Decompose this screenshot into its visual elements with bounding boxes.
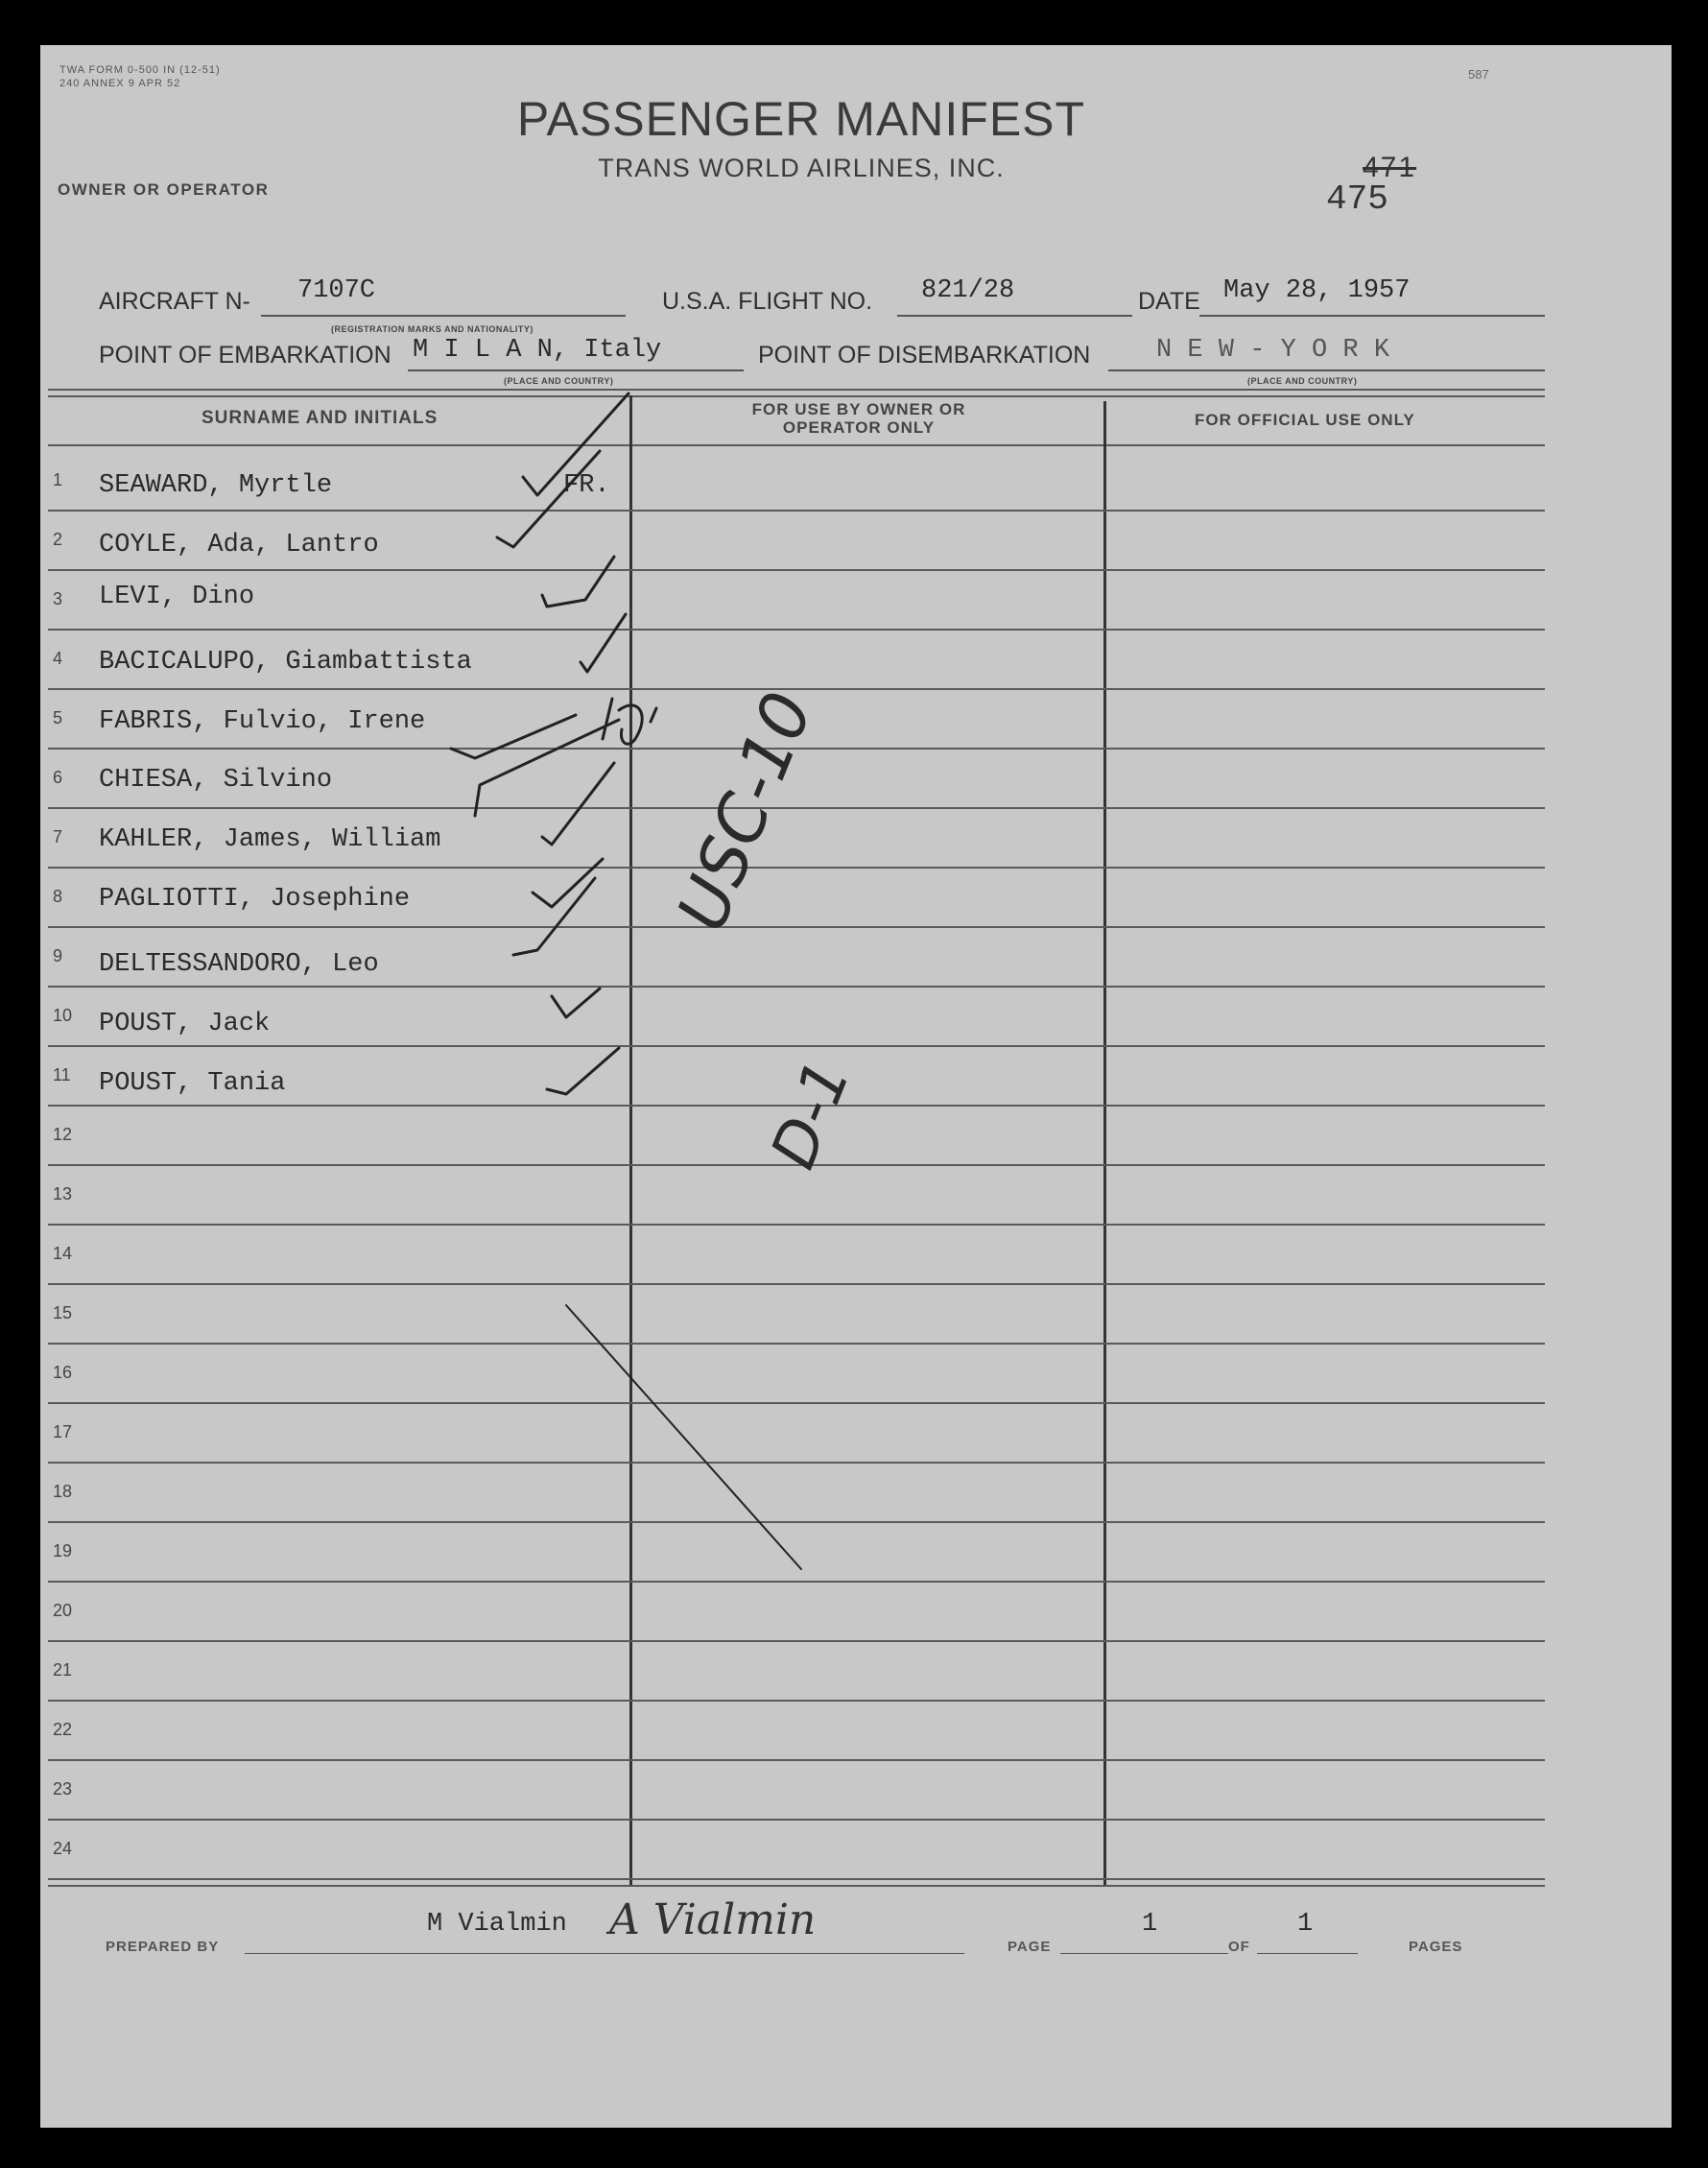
handwritten-mark <box>651 708 656 722</box>
handwritten-mark <box>619 705 642 744</box>
signature: A Vialmin <box>609 1895 817 1944</box>
passenger-name: CHIESA, Silvino <box>99 766 333 795</box>
row-number: 21 <box>53 1660 73 1680</box>
document-title: PASSENGER MANIFEST <box>516 92 1086 146</box>
check-mark <box>497 451 600 547</box>
passenger-name: POUST, Tania <box>99 1069 286 1098</box>
handwritten-d-1: D-1 <box>758 1051 865 1179</box>
passenger-name: LEVI, Dino <box>99 583 255 611</box>
passenger-name: COYLE, Ada, Lantro <box>99 531 379 560</box>
surname-column-header: SURNAME AND INITIALS <box>202 408 439 428</box>
aircraft-value: 7107C <box>297 276 376 305</box>
check-mark <box>552 989 600 1017</box>
row-number: 20 <box>53 1601 73 1620</box>
row-number: 1 <box>53 470 63 489</box>
passenger-name: DELTESSANDORO, Leo <box>99 950 379 979</box>
check-mark <box>451 715 576 758</box>
passenger-note: FR. <box>563 471 610 500</box>
row-number: 9 <box>53 946 63 965</box>
check-mark <box>475 720 619 816</box>
owner-use-column-header: FOR USE BY OWNER OR OPERATOR ONLY <box>751 400 966 437</box>
handwritten-usc-10: USC-10 <box>662 680 829 941</box>
row-number: 11 <box>53 1065 71 1084</box>
row-number: 13 <box>53 1184 73 1203</box>
flight-value: 821/28 <box>921 276 1015 305</box>
date-label: DATE <box>1138 288 1200 315</box>
row-number: 12 <box>53 1125 73 1144</box>
disembarkation-value: N E W - Y O R K <box>1156 336 1390 365</box>
check-mark <box>523 393 629 495</box>
row-number: 5 <box>53 708 63 727</box>
date-value: May 28, 1957 <box>1223 276 1411 305</box>
check-mark <box>547 1048 619 1094</box>
manifest-number: 475 <box>1326 179 1388 219</box>
struck-number: 471 <box>1363 152 1417 183</box>
check-mark <box>581 614 626 672</box>
passenger-name: FABRIS, Fulvio, Irene <box>99 707 426 736</box>
passenger-name: POUST, Jack <box>99 1010 271 1038</box>
check-mark <box>542 763 614 845</box>
row-number: 23 <box>53 1779 73 1799</box>
form-code-line1: TWA FORM 0-500 IN (12-51) <box>59 64 221 76</box>
passenger-name: PAGLIOTTI, Josephine <box>99 885 411 914</box>
embarkation-value: M I L A N, Italy <box>413 336 662 365</box>
row-number: 2 <box>53 530 63 549</box>
page-total: 1 <box>1297 1910 1314 1939</box>
prepared-by-label: PREPARED BY <box>106 1939 220 1955</box>
passenger-name: BACICALUPO, Giambattista <box>99 648 472 677</box>
airline-name: TRANS WORLD AIRLINES, INC. <box>598 154 1005 182</box>
row-number: 4 <box>53 649 63 668</box>
row-number: 19 <box>53 1541 73 1560</box>
row-number: 7 <box>53 827 63 846</box>
row-number: 10 <box>53 1006 73 1025</box>
row-number: 8 <box>53 887 63 906</box>
embarkation-label: POINT OF EMBARKATION <box>99 342 391 369</box>
passenger-name: KAHLER, James, William <box>99 825 441 854</box>
embarkation-caption: (PLACE AND COUNTRY) <box>504 376 614 386</box>
check-mark <box>542 557 614 607</box>
handwritten-mark <box>603 699 612 739</box>
row-number: 14 <box>53 1244 73 1263</box>
official-use-column-header: FOR OFFICIAL USE ONLY <box>1195 411 1415 429</box>
of-label: OF <box>1228 1939 1250 1955</box>
row-number: 24 <box>53 1839 73 1858</box>
corner-number: 587 <box>1468 67 1489 82</box>
pages-label: PAGES <box>1409 1939 1463 1955</box>
row-number: 22 <box>53 1720 73 1739</box>
disembarkation-caption: (PLACE AND COUNTRY) <box>1247 376 1358 386</box>
flight-label: U.S.A. FLIGHT NO. <box>662 288 873 315</box>
row-number: 3 <box>53 589 63 608</box>
aircraft-label: AIRCRAFT N- <box>99 288 250 315</box>
disembarkation-label: POINT OF DISEMBARKATION <box>758 342 1091 369</box>
row-number: 6 <box>53 768 63 787</box>
aircraft-caption: (REGISTRATION MARKS AND NATIONALITY) <box>331 324 534 334</box>
row-number: 16 <box>53 1363 73 1382</box>
page-value: 1 <box>1142 1910 1158 1939</box>
row-number: 18 <box>53 1482 73 1501</box>
row-number: 15 <box>53 1303 73 1322</box>
row-number: 17 <box>53 1422 73 1441</box>
form-code-line2: 240 ANNEX 9 APR 52 <box>59 78 181 89</box>
passenger-name: SEAWARD, Myrtle <box>99 471 333 500</box>
owner-label: OWNER OR OPERATOR <box>58 180 270 199</box>
prepared-by-value: M Vialmin <box>427 1910 567 1939</box>
page-label: PAGE <box>1008 1939 1052 1955</box>
check-mark <box>513 878 595 955</box>
